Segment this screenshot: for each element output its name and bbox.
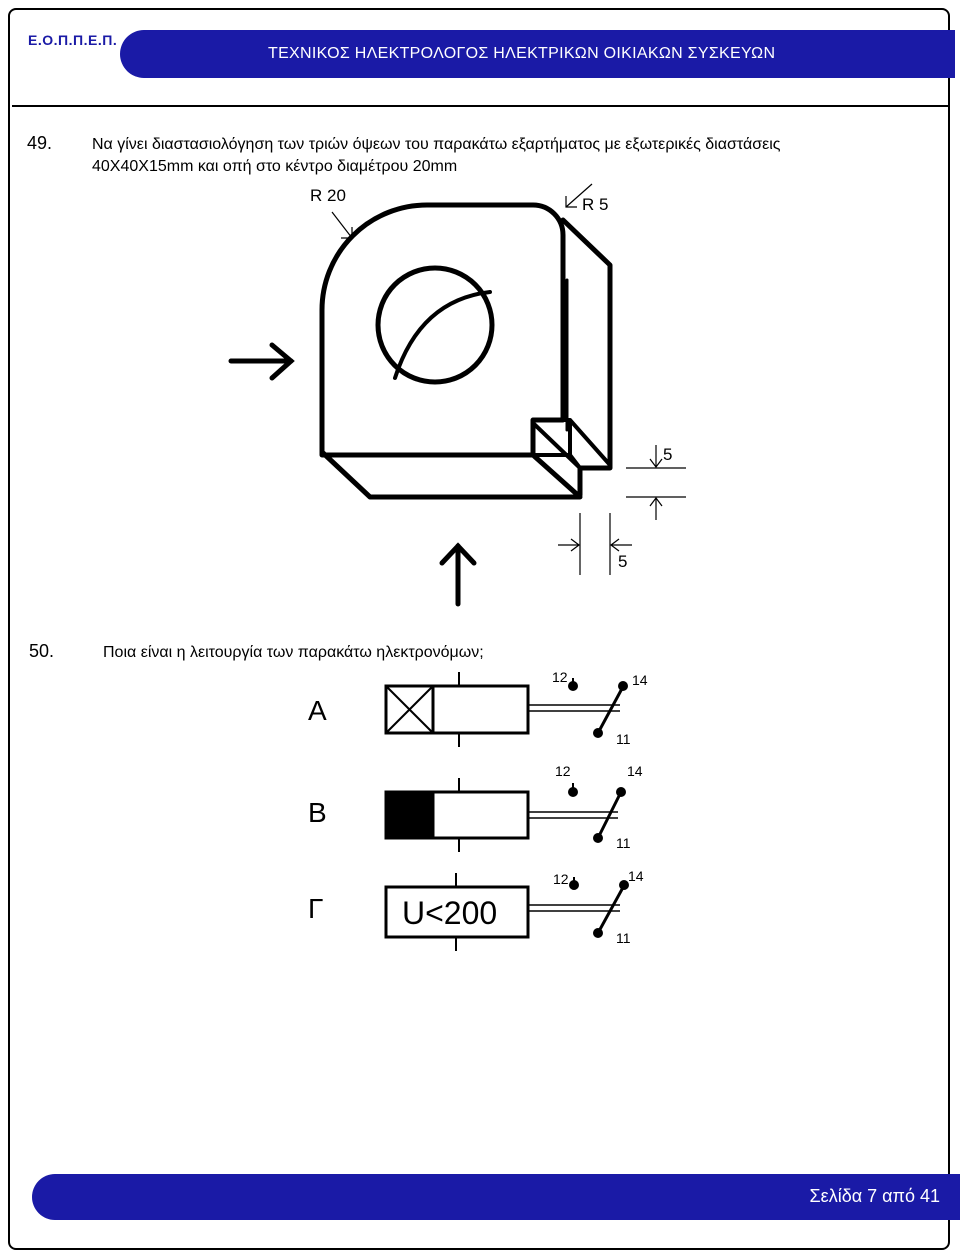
relay-a <box>308 669 648 747</box>
question-49-line1: Να γίνει διαστασιολόγηση των τριών όψεων του παρακάτω εξαρτήματος με εξωτερικές διαστάσεις <box>92 136 781 153</box>
radius-large-label: R 20 <box>310 186 346 205</box>
relay-c-terminal-11: 11 <box>616 930 631 946</box>
relay-a-terminal-11: 11 <box>616 731 631 747</box>
relay-c-label: Γ <box>308 893 324 924</box>
relay-a-terminal-14: 14 <box>632 672 648 688</box>
relay-c-coil-text: U<200 <box>402 895 498 931</box>
relay-c-terminal-12: 12 <box>553 871 569 887</box>
header-organization: Ε.Ο.Π.Π.Ε.Π. <box>28 32 118 48</box>
relay-a-label: Α <box>308 695 327 726</box>
dimension-vertical-label: 5 <box>663 445 673 464</box>
relay-a-terminal-12: 12 <box>552 669 568 685</box>
question-49-line2: 40Χ40Χ15mm και οπή στο κέντρο διαμέτρου 20mm <box>92 158 458 175</box>
relay-c-terminal-14: 14 <box>628 868 644 884</box>
question-50-number: 50. <box>29 641 55 661</box>
relay-b <box>308 763 643 852</box>
relay-b-terminal-12: 12 <box>555 763 571 779</box>
relay-b-terminal-11: 11 <box>616 835 631 851</box>
footer-page-number: Σελίδα 7 από 41 <box>809 1186 940 1206</box>
question-49-number: 49. <box>27 133 53 153</box>
relay-b-label: Β <box>308 797 327 828</box>
header-title: ΤΕΧΝΙΚΟΣ ΗΛΕΚΤΡΟΛΟΓΟΣ ΗΛΕΚΤΡΙΚΩΝ ΟΙΚΙΑΚΩΝ ΣΥΣΚΕΥΩΝ <box>268 45 776 62</box>
dimension-horizontal-label: 5 <box>618 552 628 571</box>
question-50-text: Ποια είναι η λειτουργία των παρακάτω ηλεκτρονόμων; <box>103 644 484 661</box>
relay-c <box>308 868 644 951</box>
relay-b-terminal-14: 14 <box>627 763 643 779</box>
radius-small-label: R 5 <box>582 195 609 214</box>
